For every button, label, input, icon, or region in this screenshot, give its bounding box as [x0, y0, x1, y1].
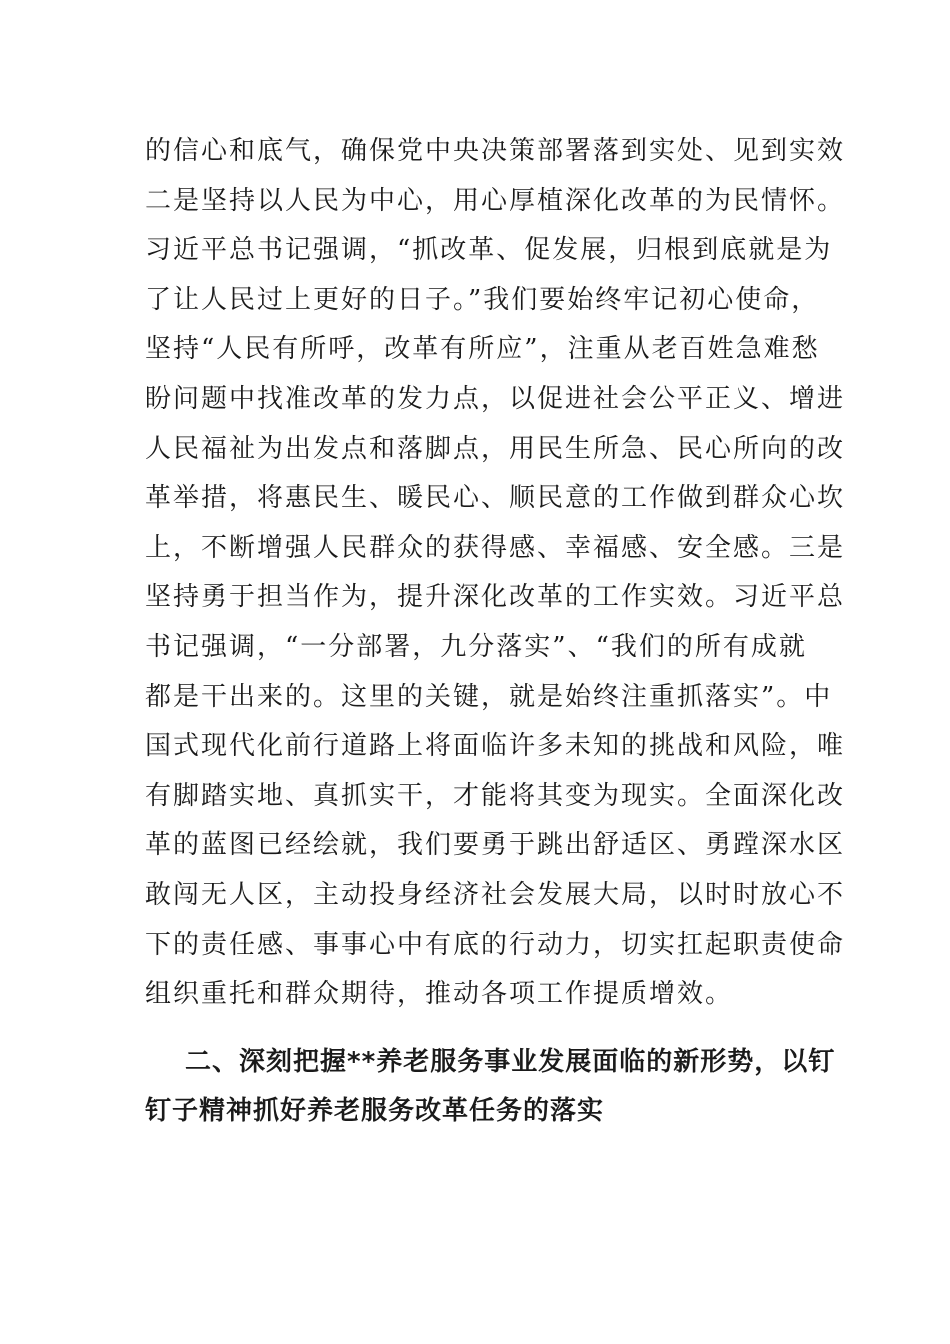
- paragraph-line: 习近平总书记强调，“抓改革、促发展，归根到底就是为: [145, 235, 833, 266]
- heading-line: 钉子精神抓好养老服务改革任务的落实: [145, 1096, 605, 1126]
- paragraph-line: 坚持勇于担当作为，提升深化改革的工作实效。习近平总: [145, 582, 846, 613]
- paragraph-line: 书记强调，“一分部署，九分落实”、“我们的所有成就: [145, 631, 807, 662]
- paragraph-line: 有脚踏实地、真抓实干，才能将其变为现实。全面深化改: [145, 780, 846, 811]
- paragraph-line: 人民福祉为出发点和落脚点，用民生所急、民心所向的改: [145, 433, 846, 464]
- body-paragraph: [145, 127, 846, 1020]
- paragraph-line: 革举措，将惠民生、暖民心、顺民意的工作做到群众心坎: [145, 483, 846, 514]
- paragraph-line: 的信心和底气，确保党中央决策部署落到实处、见到实效: [145, 136, 846, 166]
- paragraph-line: 下的责任感、事事心中有底的行动力，切实扛起职责使命: [145, 929, 846, 960]
- paragraph-line: 坚持“人民有所呼，改革有所应”，注重从老百姓急难愁: [145, 334, 820, 365]
- paragraph-line: 敢闯无人区，主动投身经济社会发展大局，以时时放心不: [145, 879, 846, 910]
- heading-line: 二、深刻把握**养老服务事业发展面临的新形势，以钉: [185, 1047, 836, 1077]
- paragraph-line: 组织重托和群众期待，推动各项工作提质增效。: [145, 979, 734, 1010]
- paragraph-line: 革的蓝图已经绘就，我们要勇于跳出舒适区、勇蹚深水区: [145, 830, 846, 861]
- paragraph-line: 了让人民过上更好的日子。”我们要始终牢记初心使命，: [145, 284, 820, 315]
- paragraph-line: 国式现代化前行道路上将面临许多未知的挑战和风险，唯: [145, 731, 846, 762]
- section-heading: [145, 1038, 835, 1136]
- paragraph-line: 都是干出来的。这里的关键，就是始终注重抓落实”。中: [145, 681, 833, 712]
- paragraph-line: 上，不断增强人民群众的获得感、幸福感、安全感。三是: [145, 532, 846, 563]
- paragraph-line: 盼问题中找准改革的发力点，以促进社会公平正义、增进: [145, 383, 846, 414]
- paragraph-line: 二是坚持以人民为中心，用心厚植深化改革的为民情怀。: [145, 185, 846, 216]
